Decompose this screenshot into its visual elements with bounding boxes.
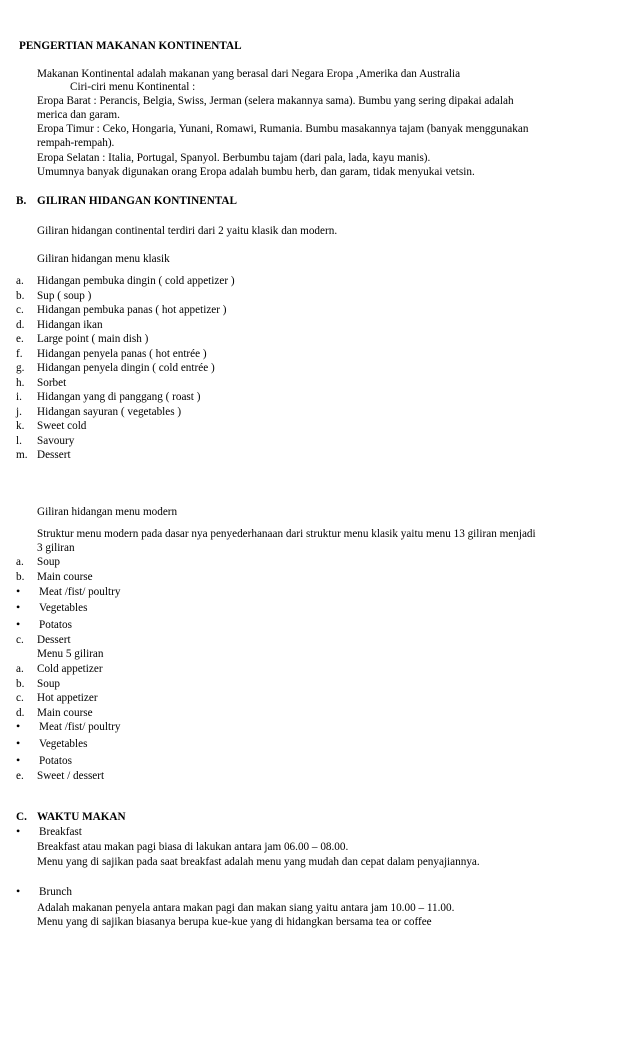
list-item: Savoury xyxy=(37,435,75,447)
section-c-marker: C. xyxy=(16,811,27,823)
list-marker: c. xyxy=(16,304,24,316)
list-item: Main course xyxy=(37,707,93,719)
brunch-line: Adalah makanan penyela antara makan pagi dan makan siang yaitu antara jam 10.00 – 11.00. xyxy=(37,902,455,914)
bullet-icon: • xyxy=(16,736,21,750)
list-marker: c. xyxy=(16,634,24,646)
list-item: Hidangan pembuka dingin ( cold appetizer ) xyxy=(37,275,235,287)
brunch-title: Brunch xyxy=(39,886,72,898)
breakfast-title: Breakfast xyxy=(39,826,82,838)
bullet-icon: • xyxy=(16,617,21,631)
list-item: Potatos xyxy=(39,619,72,631)
bullet-icon: • xyxy=(16,753,21,767)
intro-line: rempah-rempah). xyxy=(37,137,115,149)
list-marker: d. xyxy=(16,707,25,719)
section-c-heading: WAKTU MAKAN xyxy=(37,811,126,823)
list-marker: d. xyxy=(16,319,25,331)
bullet-icon: • xyxy=(16,600,21,614)
list-item: Vegetables xyxy=(39,738,88,750)
list-marker: i. xyxy=(16,391,22,403)
list-item: Hidangan sayuran ( vegetables ) xyxy=(37,406,182,418)
section-b-intro: Giliran hidangan continental terdiri dari 2 yaitu klasik dan modern. xyxy=(37,225,338,237)
list-marker: f. xyxy=(16,348,23,360)
list-item: Main course xyxy=(37,571,93,583)
list-marker: b. xyxy=(16,571,25,583)
list-marker: g. xyxy=(16,362,25,374)
breakfast-line: Breakfast atau makan pagi biasa di lakukan antara jam 06.00 – 08.00. xyxy=(37,841,349,853)
list-item: Sweet / dessert xyxy=(37,770,105,782)
list-marker: k. xyxy=(16,420,25,432)
bullet-icon: • xyxy=(16,719,21,733)
intro-line: Eropa Timur : Ceko, Hongaria, Yunani, Romawi, Rumania. Bumbu masakannya tajam (banyak menggunakan xyxy=(37,123,529,135)
list-marker: a. xyxy=(16,663,24,675)
list-item: Meat /fist/ poultry xyxy=(39,586,121,598)
list-item: Cold appetizer xyxy=(37,663,103,675)
definition-text: Makanan Kontinental adalah makanan yang berasal dari Negara Eropa ,Amerika dan Australia xyxy=(37,68,461,80)
list-item: Dessert xyxy=(37,634,71,646)
list-marker: j. xyxy=(16,406,22,418)
intro-line: Eropa Selatan : Italia, Portugal, Spanyol. Berbumbu tajam (dari pala, lada, kayu manis). xyxy=(37,152,431,164)
menu5-heading: Menu 5 giliran xyxy=(37,648,104,660)
modern-heading: Giliran hidangan menu modern xyxy=(37,506,178,518)
brunch-line: Menu yang di sajikan biasanya berupa kue-kue yang di hidangkan bersama tea or coffee xyxy=(37,916,432,928)
list-item: Hidangan pembuka panas ( hot appetizer ) xyxy=(37,304,227,316)
modern-desc: Struktur menu modern pada dasar nya penyederhanaan dari struktur menu klasik yaitu menu 13 giliran menjadi xyxy=(37,528,536,540)
list-marker: h. xyxy=(16,377,25,389)
klasik-heading: Giliran hidangan menu klasik xyxy=(37,253,170,265)
list-marker: e. xyxy=(16,770,24,782)
list-item: Hidangan yang di panggang ( roast ) xyxy=(37,391,201,403)
bullet-icon: • xyxy=(16,584,21,598)
list-item: Potatos xyxy=(39,755,72,767)
bullet-icon: • xyxy=(16,884,21,898)
section-b-marker: B. xyxy=(16,195,27,207)
bullet-icon: • xyxy=(16,824,21,838)
list-item: Hidangan penyela dingin ( cold entrée ) xyxy=(37,362,215,374)
document-title: PENGERTIAN MAKANAN KONTINENTAL xyxy=(19,40,242,52)
modern-desc: 3 giliran xyxy=(37,542,75,554)
list-item: Sup ( soup ) xyxy=(37,290,92,302)
list-marker: c. xyxy=(16,692,24,704)
list-item: Large point ( main dish ) xyxy=(37,333,149,345)
list-item: Sorbet xyxy=(37,377,67,389)
list-item: Soup xyxy=(37,556,61,568)
list-marker: e. xyxy=(16,333,24,345)
list-item: Meat /fist/ poultry xyxy=(39,721,121,733)
list-marker: m. xyxy=(16,449,28,461)
intro-line: merica dan garam. xyxy=(37,109,120,121)
breakfast-line: Menu yang di sajikan pada saat breakfast adalah menu yang mudah dan cepat dalam penyajiannya. xyxy=(37,856,480,868)
list-marker: a. xyxy=(16,275,24,287)
intro-line: Eropa Barat : Perancis, Belgia, Swiss, Jerman (selera makannya sama). Bumbu yang sering dipakai adalah xyxy=(37,95,514,107)
intro-line: Umumnya banyak digunakan orang Eropa adalah bumbu herb, dan garam, tidak menyukai vetsin. xyxy=(37,166,475,178)
list-marker: b. xyxy=(16,290,25,302)
list-item: Vegetables xyxy=(39,602,88,614)
list-marker: b. xyxy=(16,678,25,690)
list-marker: a. xyxy=(16,556,24,568)
list-marker: l. xyxy=(16,435,22,447)
list-item: Hot appetizer xyxy=(37,692,98,704)
list-item: Soup xyxy=(37,678,61,690)
list-item: Sweet cold xyxy=(37,420,87,432)
ciri-heading: Ciri-ciri menu Kontinental : xyxy=(70,81,196,93)
section-b-heading: GILIRAN HIDANGAN KONTINENTAL xyxy=(37,195,237,207)
list-item: Hidangan penyela panas ( hot entrée ) xyxy=(37,348,207,360)
list-item: Dessert xyxy=(37,449,71,461)
list-item: Hidangan ikan xyxy=(37,319,103,331)
